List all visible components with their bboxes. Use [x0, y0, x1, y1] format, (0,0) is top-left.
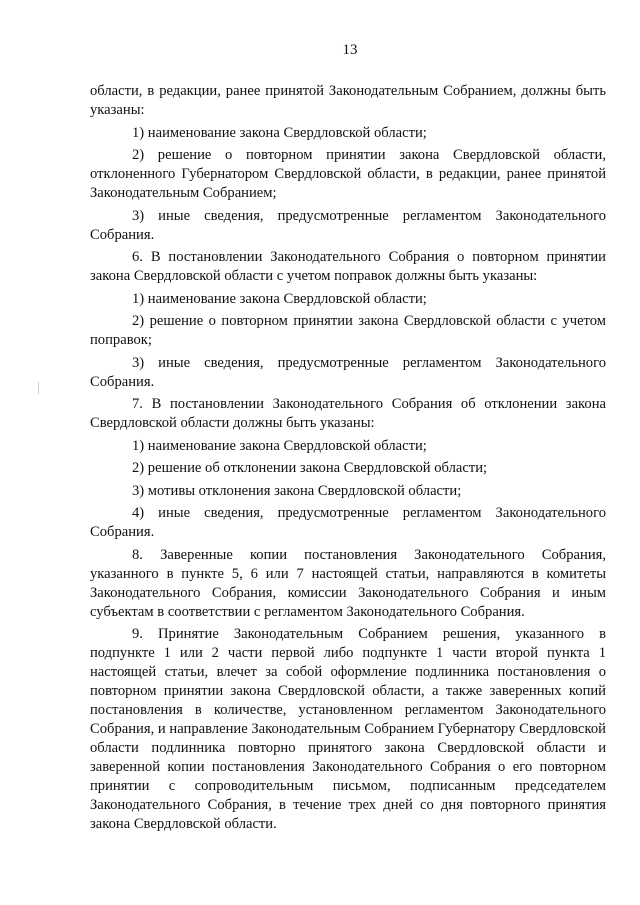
paragraph: 3) мотивы отклонения закона Свердловской области;: [132, 482, 462, 499]
paragraph: 9. Принятие Законодательным Собранием решения, указанного в подпункте 1 или 2 части первой либо подпункте 1 части второй пункта 1 настоящей статьи, влечет за собой оформление подлинника постановления о повторном принятии закона Свердловской области, а также заверенных копий постановления в количестве, установленном регламентом Законодательного Собрания, и направление Законодательным Собранием Губернатору Свердловской области подлинника повторно принятого закона Свердловской области и заверенной копии постановления Законодательного Собрания о его повторном принятии с сопроводительным письмом, подписанным председателем Законодательного Собрания, в течение трех дней со дня повторного принятия закона Свердловской области.: [90, 626, 606, 832]
paragraph: 2) решение о повторном принятии закона Свердловской области, отклоненного Губернатором Свердловской области, в редакции, ранее принятой Законодательным Собранием;: [90, 147, 606, 201]
paragraph: 1) наименование закона Свердловской области;: [132, 290, 427, 307]
paragraph: 3) иные сведения, предусмотренные регламентом Законодательного Собрания.: [90, 354, 606, 390]
paragraph: 2) решение о повторном принятии закона Свердловской области с учетом поправок;: [90, 313, 606, 348]
paragraph: 1) наименование закона Свердловской области;: [132, 437, 427, 454]
scan-artifact-mark: [38, 382, 39, 394]
page-number: 13: [342, 42, 358, 58]
document-page: [90, 40, 606, 838]
paragraph: 8. Заверенные копии постановления Законодательного Собрания, указанного в пункте 5, 6 или 7 настоящей статьи, направляются в комитеты Законодательного Собрания, комиссии Законодательного Собрания и иным субъектам в соответствии с регламентом Законодательного Собрания.: [90, 546, 606, 620]
paragraph: 6. В постановлении Законодательного Собрания о повторном принятии закона Свердловской области с учетом поправок должны быть указаны:: [90, 249, 606, 284]
paragraph: 1) наименование закона Свердловской области;: [132, 124, 427, 141]
paragraph: 2) решение об отклонении закона Свердловской области;: [132, 460, 488, 476]
paragraph: 3) иные сведения, предусмотренные регламентом Законодательного Собрания.: [90, 207, 606, 243]
paragraph: области, в редакции, ранее принятой Законодательным Собранием, должны быть указаны:: [90, 83, 606, 118]
paragraph: 7. В постановлении Законодательного Собрания об отклонении закона Свердловской области должны быть указаны:: [90, 396, 606, 431]
paragraph: 4) иные сведения, предусмотренные регламентом Законодательного Собрания.: [90, 505, 606, 540]
document-body: [90, 82, 606, 834]
